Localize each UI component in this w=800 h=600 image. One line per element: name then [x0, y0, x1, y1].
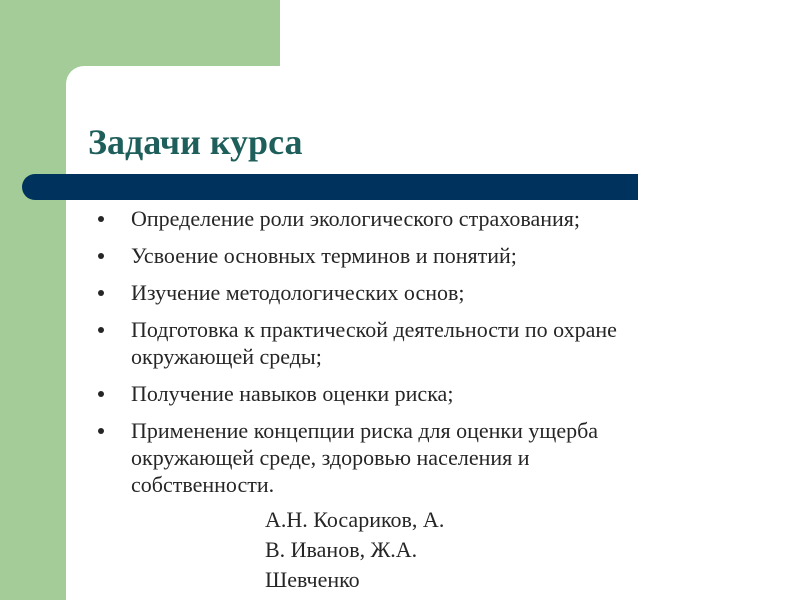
bullet-item: [98, 205, 738, 232]
bullet-text-line: Применение концепции риска для оценки ущерба: [131, 418, 599, 443]
authors-line: В. Иванов, Ж.А.: [265, 537, 418, 562]
authors-block: [265, 505, 525, 595]
bullet-text-line: Усвоение основных терминов и понятий;: [131, 243, 517, 268]
authors-line: Шевченко: [265, 567, 360, 592]
bullet-text-line: окружающей среды;: [131, 344, 322, 369]
bullet-item: [98, 417, 738, 498]
bullet-dot-icon: [98, 290, 104, 296]
bullet-dot-icon: [98, 216, 104, 222]
bullet-text-line: Подготовка к практической деятельности по охране: [131, 317, 617, 342]
bullet-text-line: окружающей среде, здоровью населения и: [131, 445, 530, 470]
slide-title: Задачи курса: [88, 122, 303, 162]
bullet-dot-icon: [98, 391, 104, 397]
bullet-item: [98, 242, 738, 269]
bullet-list: [98, 205, 738, 508]
bullet-text-line: Определение роли экологического страхования;: [131, 206, 581, 231]
title-underline-bar: [22, 174, 638, 200]
authors-line: А.Н. Косариков, А.: [265, 507, 445, 532]
bullet-text-line: собственности.: [131, 472, 275, 497]
bullet-dot-icon: [98, 253, 104, 259]
bullet-dot-icon: [98, 327, 104, 333]
bullet-text-line: Изучение методологических основ;: [131, 280, 465, 305]
bullet-dot-icon: [98, 428, 104, 434]
bullet-item: [98, 279, 738, 306]
bullet-text-line: Получение навыков оценки риска;: [131, 381, 454, 406]
bullet-item: [98, 316, 738, 370]
bullet-item: [98, 380, 738, 407]
